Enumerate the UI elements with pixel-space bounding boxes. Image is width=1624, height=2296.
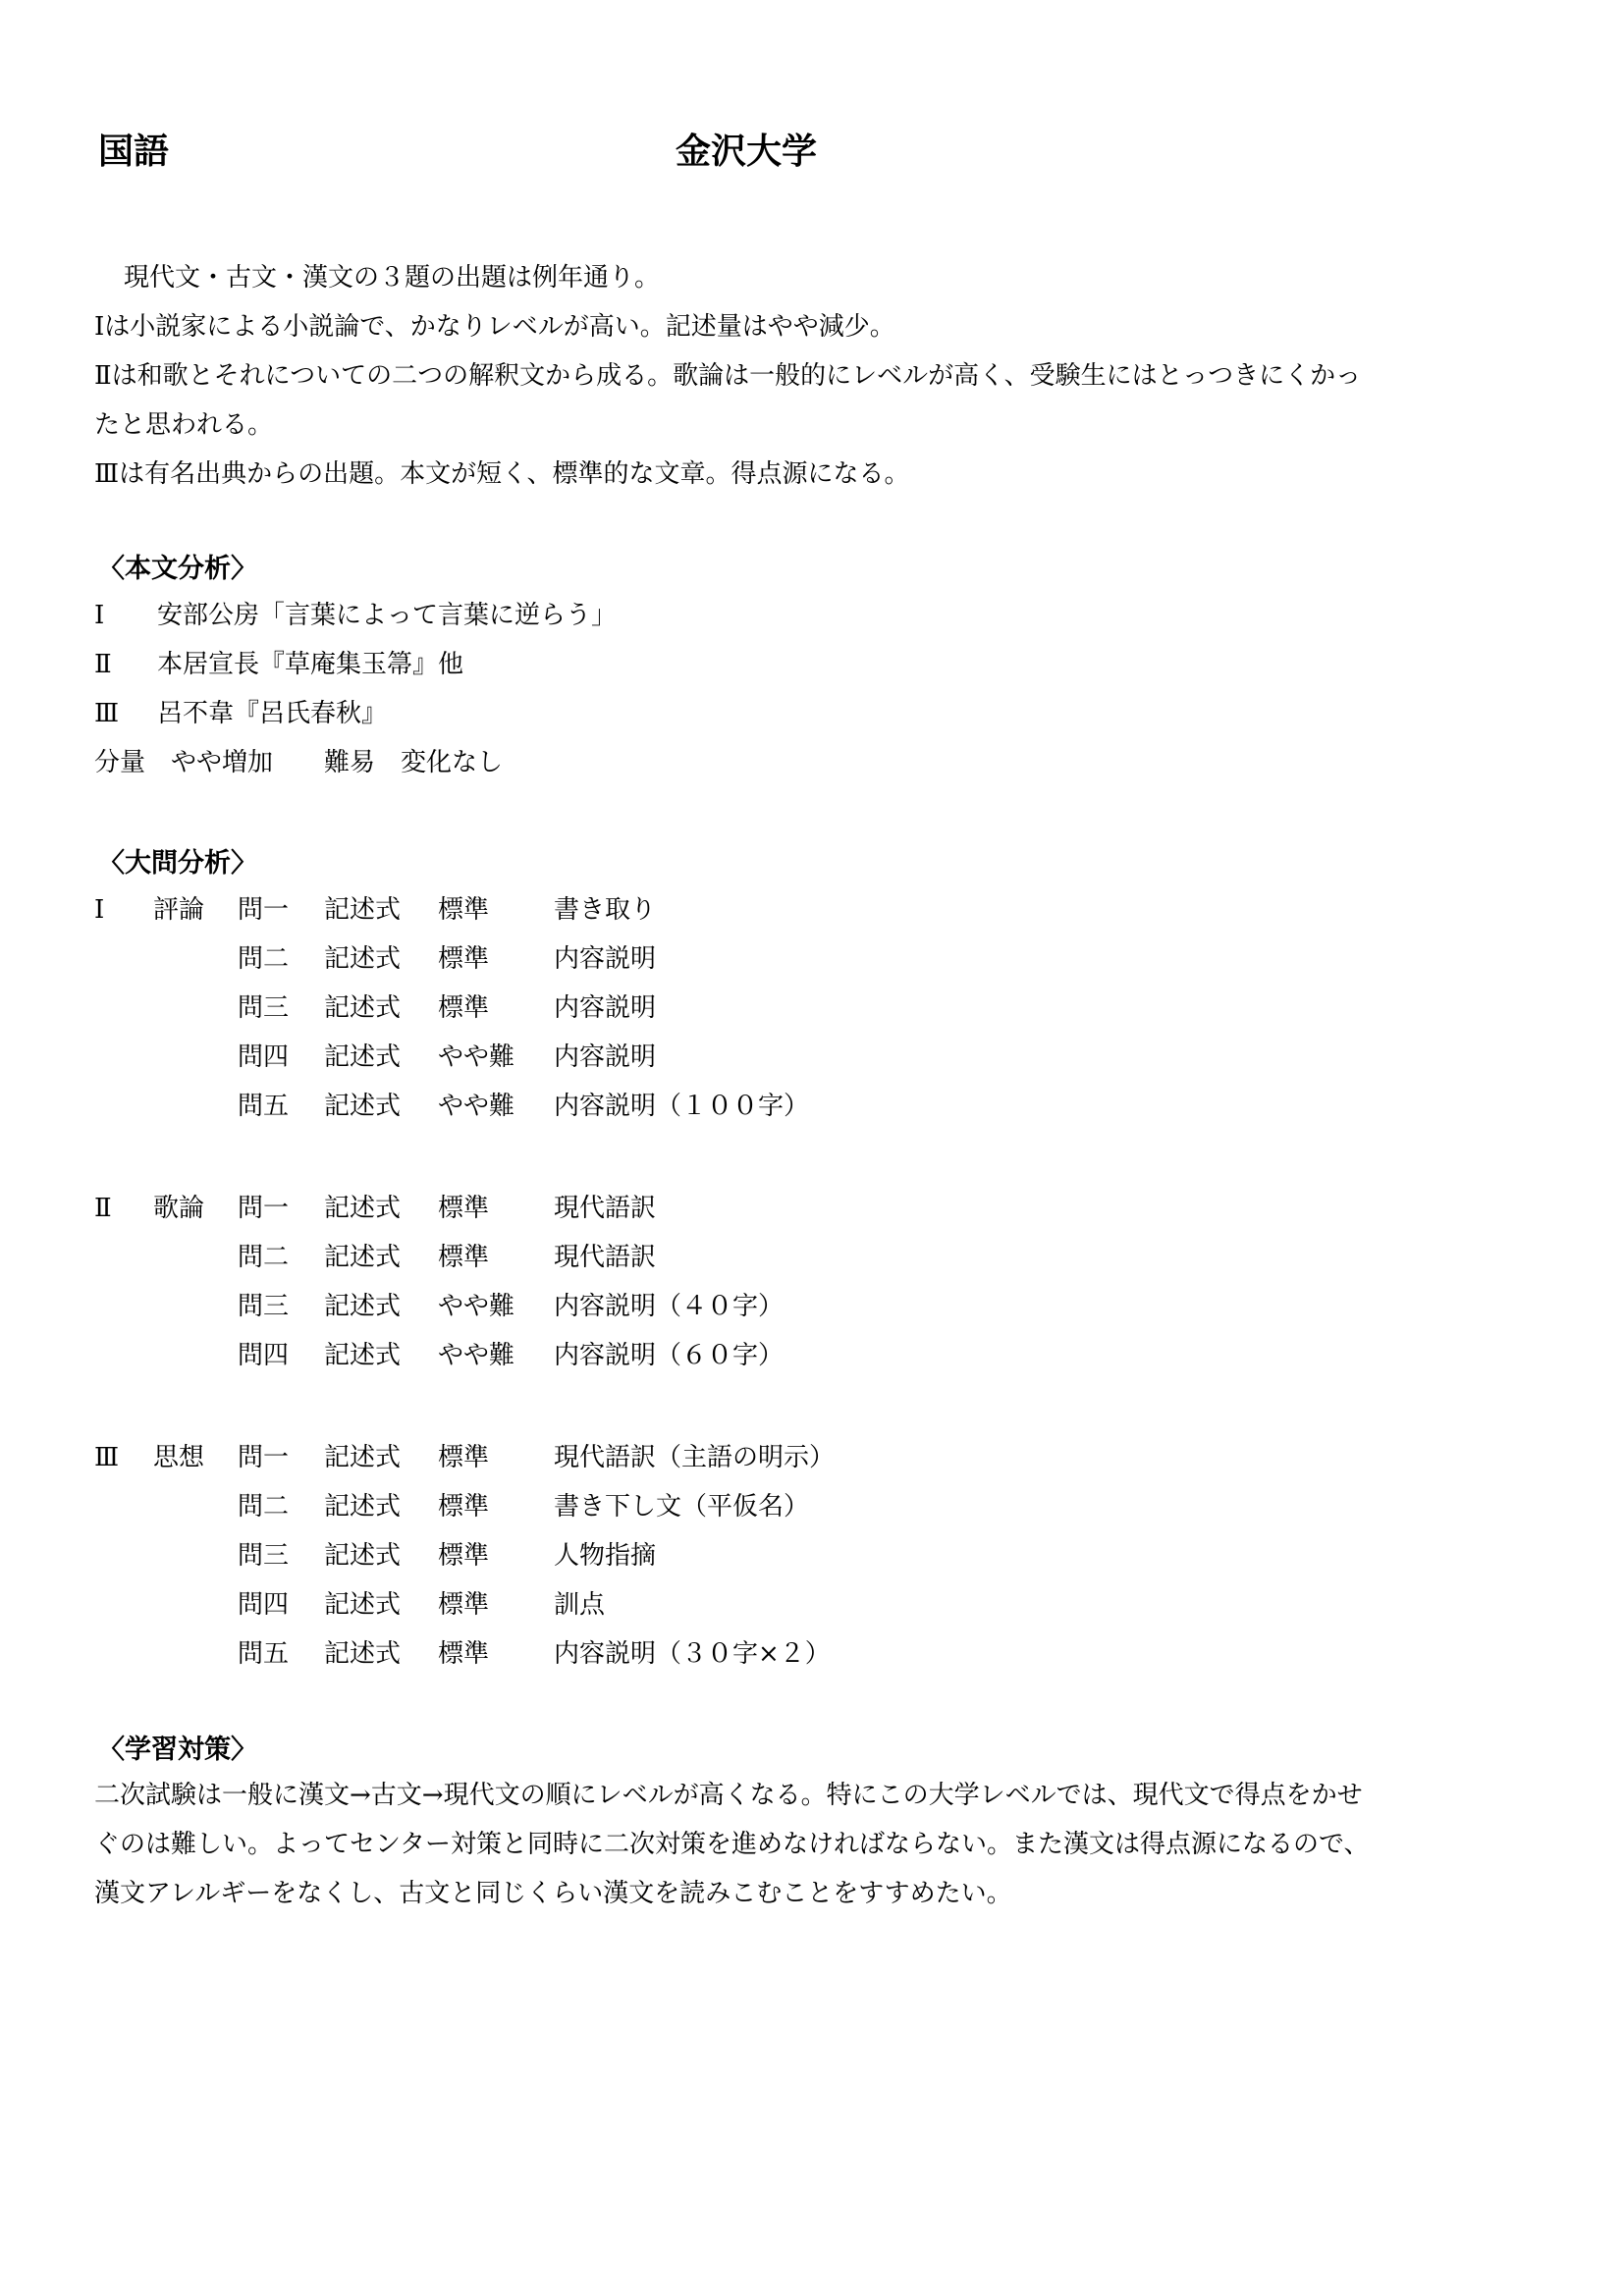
question-number: 問一 [238,1194,290,1223]
question-difficulty: やや難 [438,1292,515,1321]
question-difficulty: 標準 [438,1243,490,1272]
question-difficulty: 標準 [438,1194,490,1223]
intro-line: Ⅰは小説家による小説論で、かなりレベルが高い。記述量はやや減少。 [94,312,895,342]
question-number: 問四 [238,1590,290,1620]
honbun-heading: 〈本文分析〉 [98,554,257,584]
table-row [94,885,809,934]
taisaku-heading: 〈学習対策〉 [98,1735,257,1765]
question-content: 現代語訳 [554,1194,657,1223]
daimon-heading: 〈大問分析〉 [98,848,257,879]
question-difficulty: 標準 [438,1443,490,1472]
intro-line: Ⅲは有名出典からの出題。本文が短く、標準的な文章。得点源になる。 [94,459,910,489]
question-format: 記述式 [324,1042,402,1072]
section-number: Ⅰ [94,895,105,925]
question-content: 書き取り [554,895,657,925]
question-table-3 [94,1433,835,1679]
question-table-2 [94,1184,784,1380]
question-number: 問五 [238,1092,290,1121]
taisaku-line: 二次試験は一般に漢文→古文→現代文の順にレベルが高くなる。特にこの大学レベルでは、現代文で得点をかせ [94,1781,1363,1810]
question-number: 問五 [238,1639,290,1669]
question-format: 記述式 [324,1292,402,1321]
intro-line: Ⅱは和歌とそれについての二つの解釈文から成る。歌論は一般的にレベルが高く、受験生にはとっつきにくかっ [94,361,1362,391]
honbun-item [94,640,617,689]
table-row [94,1433,835,1482]
question-difficulty: やや難 [438,1042,515,1072]
table-row [94,1033,809,1082]
question-number: 問二 [238,944,290,974]
question-format: 記述式 [324,1639,402,1669]
section-genre: 評論 [153,895,205,925]
section-number: Ⅱ [94,1194,112,1223]
intro-line: 現代文・古文・漢文の３題の出題は例年通り。 [124,263,661,293]
honbun-item [94,689,617,738]
question-table-1 [94,885,809,1131]
table-row [94,1184,784,1233]
table-row [94,934,809,984]
question-format: 記述式 [324,1492,402,1522]
item-source: 呂不韋『呂氏春秋』 [157,699,388,728]
question-difficulty: 標準 [438,1590,490,1620]
question-content: 書き下し文（平仮名） [554,1492,810,1522]
question-number: 問一 [238,895,290,925]
honbun-item [94,591,617,640]
question-content: 内容説明（１００字） [554,1092,810,1121]
item-number: Ⅱ [94,650,112,679]
question-content: 現代語訳（主語の明示） [554,1443,836,1472]
table-row [94,1282,784,1331]
section-genre: 思想 [153,1443,205,1472]
question-content: 内容説明 [554,993,657,1023]
section-genre: 歌論 [153,1194,205,1223]
question-number: 問二 [238,1243,290,1272]
question-difficulty: やや難 [438,1341,515,1370]
subject-title: 国語 [98,132,170,172]
question-format: 記述式 [324,1243,402,1272]
table-row [94,1531,835,1580]
table-row [94,1580,835,1629]
taisaku-line: 漢文アレルギーをなくし、古文と同じくらい漢文を読みこむことをすすめたい。 [94,1879,1012,1908]
question-content: 内容説明（３０字×２） [554,1639,831,1669]
question-format: 記述式 [324,1341,402,1370]
item-source: 本居宣長『草庵集玉箒』他 [157,650,464,679]
question-number: 問二 [238,1492,290,1522]
question-format: 記述式 [324,1590,402,1620]
item-number: Ⅲ [94,699,120,728]
question-format: 記述式 [324,895,402,925]
honbun-summary: 分量 やや増加 難易 変化なし [94,748,504,777]
question-number: 問四 [238,1042,290,1072]
question-difficulty: 標準 [438,1492,490,1522]
item-number: Ⅰ [94,601,105,630]
question-difficulty: やや難 [438,1092,515,1121]
question-content: 内容説明（６０字） [554,1341,785,1370]
question-format: 記述式 [324,944,402,974]
table-row [94,1629,835,1679]
question-number: 問四 [238,1341,290,1370]
question-number: 問三 [238,993,290,1023]
taisaku-line: ぐのは難しい。よってセンター対策と同時に二次対策を進めなければならない。また漢文は得点源になるので、 [94,1830,1370,1859]
question-number: 問一 [238,1443,290,1472]
table-row [94,1082,809,1131]
question-number: 問三 [238,1292,290,1321]
item-source: 安部公房「言葉によって言葉に逆らう」 [157,601,618,630]
question-difficulty: 標準 [438,1541,490,1571]
question-content: 内容説明（４０字） [554,1292,785,1321]
question-difficulty: 標準 [438,993,490,1023]
table-row [94,1331,784,1380]
intro-paragraph [94,253,1547,499]
table-row [94,1233,784,1282]
honbun-list [94,591,617,787]
question-difficulty: 標準 [438,944,490,974]
table-row [94,984,809,1033]
question-content: 訓点 [554,1590,606,1620]
question-format: 記述式 [324,993,402,1023]
section-number: Ⅲ [94,1443,120,1472]
taisaku-paragraph [94,1771,1547,1918]
question-format: 記述式 [324,1541,402,1571]
question-content: 内容説明 [554,1042,657,1072]
question-content: 内容説明 [554,944,657,974]
question-difficulty: 標準 [438,895,490,925]
question-content: 人物指摘 [554,1541,657,1571]
question-format: 記述式 [324,1443,402,1472]
university-title: 金沢大学 [676,132,818,172]
table-row [94,1482,835,1531]
question-number: 問三 [238,1541,290,1571]
question-format: 記述式 [324,1092,402,1121]
question-format: 記述式 [324,1194,402,1223]
question-difficulty: 標準 [438,1639,490,1669]
intro-line: たと思われる。 [94,410,274,440]
question-content: 現代語訳 [554,1243,657,1272]
